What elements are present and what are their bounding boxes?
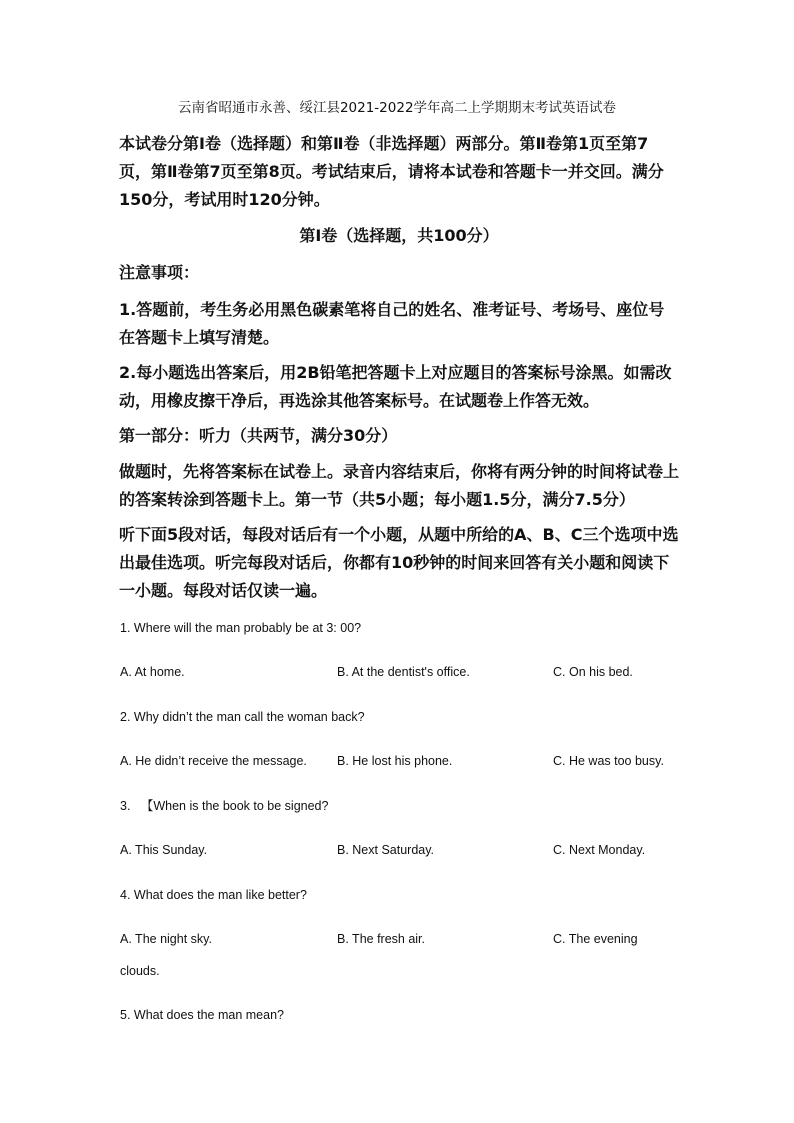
notice-item-2: 2.每小题选出答案后，用2B铅笔把答题卡上对应题目的答案标号涂黑。如需改动，用橡皮擦干净后，再选涂其他答案标号。在试题卷上作答无效。 [119,363,672,410]
page-title: 云南省昭通市永善、绥江县2021-2022学年高二上学期期末考试英语试卷 [177,100,617,116]
question-1-option-b: B. At the dentist's office. [337,665,470,679]
question-4-option-a: A. The night sky. [120,932,212,946]
question-3-option-a: A. This Sunday. [120,843,208,857]
question-3-option-c: C. Next Monday. [553,843,646,857]
section-heading: 第Ⅰ卷（选择题，共100分） [299,226,499,245]
question-2-option-a: A. He didn’t receive the message. [120,754,307,768]
question-1-option-c: C. On his bed. [553,665,633,679]
question-1: 1. Where will the man probably be at 3: 00? [120,621,362,635]
question-4-option-b: B. The fresh air. [337,932,426,946]
question-4-option-c-continuation: clouds. [120,964,160,978]
notice-item-1: 1.答题前，考生务必用黑色碳素笔将自己的姓名、准考证号、考场号、座位号在答题卡上填写清楚。 [119,300,665,347]
question-3-option-b: B. Next Saturday. [337,843,435,857]
question-2-option-b: B. He lost his phone. [337,754,453,768]
part1-heading: 第一部分：听力（共两节，满分30分） [119,426,398,445]
exam-intro: 本试卷分第Ⅰ卷（选择题）和第Ⅱ卷（非选择题）两部分。第Ⅱ卷第1页至第7页，第Ⅱ卷第7页至第8页。考试结束后，请将本试卷和答题卡一并交回。满分150分，考试用时120分钟。 [119,134,664,209]
part1-directions: 听下面5段对话，每段对话后有一个小题，从题中所给的A、B、C三个选项中选出最佳选项。听完每段对话后，你都有10秒钟的时间来回答有关小题和阅读下一小题。每段对话仅读一遍。 [119,525,679,600]
question-2-option-c: C. He was too busy. [553,754,664,768]
question-4: 4. What does the man like better? [120,888,307,902]
question-4-option-c: C. The evening [553,932,638,946]
question-2: 2. Why didn’t the man call the woman back? [120,710,365,724]
question-3: 3. 【When is the book to be signed? [120,799,329,813]
part1-instructions: 做题时，先将答案标在试卷上。录音内容结束后，你将有两分钟的时间将试卷上的答案转涂到答题卡上。第一节（共5小题；每小题1.5分，满分7.5分） [119,462,680,509]
question-5: 5. What does the man mean? [120,1008,284,1022]
notice-label: 注意事项： [119,263,200,282]
question-1-option-a: A. At home. [120,665,185,679]
